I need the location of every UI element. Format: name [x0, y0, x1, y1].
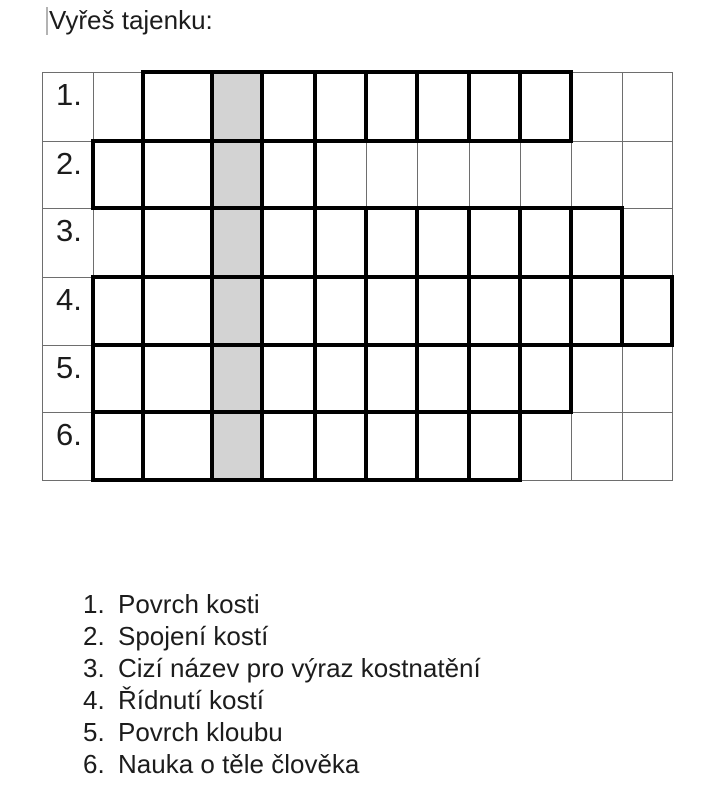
- row-label-cell: [42, 141, 94, 209]
- answer-cell[interactable]: [518, 206, 573, 279]
- clue-number: 1.: [83, 589, 105, 619]
- clue-text: Povrch kloubu: [118, 717, 283, 747]
- answer-cell[interactable]: [620, 275, 674, 347]
- answer-cell[interactable]: [313, 343, 368, 414]
- row-label-cell: [42, 277, 94, 346]
- answer-cell[interactable]: [210, 139, 264, 210]
- row-number: 6.: [56, 417, 82, 452]
- grid-cell: [520, 141, 572, 209]
- clue-number: 6.: [83, 749, 105, 779]
- answer-cell[interactable]: [260, 343, 317, 414]
- answer-cell[interactable]: [364, 275, 419, 347]
- answer-cell[interactable]: [467, 206, 522, 279]
- answer-cell[interactable]: [141, 206, 214, 279]
- answer-cell[interactable]: [260, 70, 317, 143]
- clue-text: Nauka o těle člověka: [118, 749, 360, 779]
- grid-cell: [622, 208, 673, 278]
- row-label-cell: [42, 72, 94, 142]
- clue-number: 3.: [83, 653, 105, 683]
- answer-cell[interactable]: [210, 343, 264, 414]
- answer-cell[interactable]: [467, 70, 522, 143]
- answer-cell[interactable]: [415, 343, 471, 414]
- grid-cell: [571, 72, 623, 142]
- answer-cell[interactable]: [364, 206, 419, 279]
- grid-cell: [622, 72, 673, 142]
- answer-cell[interactable]: [364, 410, 419, 482]
- answer-cell[interactable]: [91, 410, 145, 482]
- answer-cell[interactable]: [313, 70, 368, 143]
- grid-cell: [622, 412, 673, 481]
- grid-cell: [93, 208, 144, 278]
- grid-cell: [366, 141, 418, 209]
- answer-cell[interactable]: [260, 275, 317, 347]
- row-number: 1.: [56, 77, 82, 112]
- grid-cell: [571, 412, 623, 481]
- grid-cell: [469, 141, 521, 209]
- clue-item: [83, 652, 643, 684]
- answer-cell[interactable]: [91, 343, 145, 414]
- answer-cell[interactable]: [467, 275, 522, 347]
- answer-cell[interactable]: [467, 410, 522, 482]
- answer-cell[interactable]: [210, 70, 264, 143]
- page-title: Vyřeš tajenku:: [49, 5, 213, 35]
- row-label-cell: [42, 208, 94, 278]
- grid-cell: [315, 141, 367, 209]
- row-number: 4.: [56, 282, 82, 317]
- answer-cell[interactable]: [364, 343, 419, 414]
- clue-text: Spojení kostí: [118, 621, 269, 651]
- answer-cell[interactable]: [467, 343, 522, 414]
- clue-item: [83, 588, 643, 620]
- answer-cell[interactable]: [260, 206, 317, 279]
- answer-cell[interactable]: [91, 139, 145, 210]
- clue-number: 4.: [83, 685, 105, 715]
- clue-text: Řídnutí kostí: [118, 685, 264, 715]
- answer-cell[interactable]: [415, 206, 471, 279]
- answer-cell[interactable]: [415, 70, 471, 143]
- row-number: 3.: [56, 213, 82, 248]
- row-label-cell: [42, 345, 94, 413]
- answer-cell[interactable]: [313, 206, 368, 279]
- answer-cell[interactable]: [518, 343, 573, 414]
- row-label-cell: [42, 412, 94, 481]
- grid-cell: [622, 141, 673, 209]
- answer-cell[interactable]: [210, 275, 264, 347]
- grid-cell: [571, 141, 623, 209]
- answer-cell[interactable]: [569, 275, 624, 347]
- grid-cell: [622, 345, 673, 413]
- text-cursor: [46, 7, 48, 35]
- answer-cell[interactable]: [569, 206, 624, 279]
- answer-cell[interactable]: [141, 139, 214, 210]
- answer-cell[interactable]: [415, 275, 471, 347]
- clue-item: [83, 748, 643, 780]
- clue-item: [83, 716, 643, 748]
- answer-cell[interactable]: [518, 275, 573, 347]
- grid-cell: [571, 345, 623, 413]
- row-number: 2.: [56, 146, 82, 181]
- answer-cell[interactable]: [415, 410, 471, 482]
- answer-cell[interactable]: [141, 343, 214, 414]
- answer-cell[interactable]: [141, 70, 214, 143]
- clue-number: 5.: [83, 717, 105, 747]
- answer-cell[interactable]: [313, 275, 368, 347]
- clue-text: Cizí název pro výraz kostnatění: [118, 653, 481, 683]
- answer-cell[interactable]: [364, 70, 419, 143]
- clue-item: [83, 684, 643, 716]
- answer-cell[interactable]: [313, 410, 368, 482]
- answer-cell[interactable]: [141, 275, 214, 347]
- answer-cell[interactable]: [210, 410, 264, 482]
- answer-cell[interactable]: [210, 206, 264, 279]
- answer-cell[interactable]: [518, 70, 573, 143]
- answer-cell[interactable]: [141, 410, 214, 482]
- clue-item: [83, 620, 643, 652]
- answer-cell[interactable]: [91, 275, 145, 347]
- answer-cell[interactable]: [260, 410, 317, 482]
- clue-list: [83, 588, 643, 780]
- grid-cell: [417, 141, 470, 209]
- answer-cell[interactable]: [260, 139, 317, 210]
- crossword-grid: [42, 72, 672, 480]
- clue-text: Povrch kosti: [118, 589, 260, 619]
- grid-cell: [520, 412, 572, 481]
- row-number: 5.: [56, 350, 82, 385]
- clue-number: 2.: [83, 621, 105, 651]
- grid-cell: [93, 72, 144, 142]
